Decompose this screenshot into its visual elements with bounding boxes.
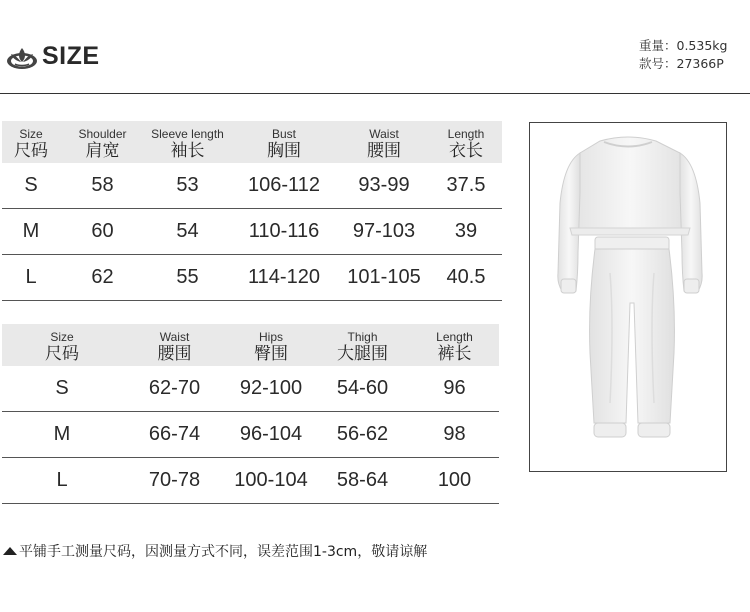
- table-cell: S: [2, 163, 60, 209]
- table-cell: 110-116: [230, 209, 338, 255]
- table-cell: 55: [145, 255, 230, 301]
- table-cell: 100: [410, 458, 499, 504]
- table-cell: 37.5: [430, 163, 502, 209]
- table-cell: 39: [430, 209, 502, 255]
- table-row: [2, 458, 499, 504]
- table-cell: 98: [410, 412, 499, 458]
- product-photo: [529, 122, 727, 472]
- table-cell: L: [2, 458, 122, 504]
- col-header-length: Length 裤长: [410, 324, 499, 366]
- table-cell: 53: [145, 163, 230, 209]
- table-cell: 114-120: [230, 255, 338, 301]
- table-cell: M: [2, 412, 122, 458]
- table-cell: L: [2, 255, 60, 301]
- col-header-size: Size 尺码: [2, 121, 60, 163]
- measurement-note-text: 平铺手工测量尺码，因测量方式不同，误差范围1-3cm，敬请谅解: [19, 544, 428, 560]
- product-photo-icon: [530, 123, 726, 471]
- size-title: SIZE: [42, 42, 100, 70]
- col-header-bust: Bust 胸围: [230, 121, 338, 163]
- table-cell: 93-99: [338, 163, 430, 209]
- table-cell: 40.5: [430, 255, 502, 301]
- table-cell: 106-112: [230, 163, 338, 209]
- table-row: [2, 255, 502, 301]
- table-cell: 96: [410, 366, 499, 412]
- measurement-note: [3, 541, 427, 561]
- weight-text: 重量：0.535kg: [639, 38, 728, 53]
- table-cell: 100-104: [227, 458, 315, 504]
- col-header-sleeve-length: Sleeve length 袖长: [145, 121, 230, 163]
- table-cell: 66-74: [122, 412, 227, 458]
- table-cell: 62-70: [122, 366, 227, 412]
- table-row: [2, 163, 502, 209]
- col-header-waist: Waist 腰围: [338, 121, 430, 163]
- table-header-row: [2, 324, 499, 366]
- bottom-size-table: [2, 324, 499, 504]
- top-size-table: [2, 121, 502, 301]
- style-number-text: 款号：27366P: [639, 56, 724, 71]
- col-header-thigh: Thigh 大腿围: [315, 324, 410, 366]
- table-header-row: [2, 121, 502, 163]
- header-divider: [0, 93, 750, 94]
- col-header-length: Length 衣长: [430, 121, 502, 163]
- table-cell: 62: [60, 255, 145, 301]
- table-row: [2, 366, 499, 412]
- product-meta: [639, 37, 727, 73]
- table-cell: 60: [60, 209, 145, 255]
- col-header-size: Size 尺码: [2, 324, 122, 366]
- brand-logo: [6, 42, 100, 71]
- table-row: [2, 209, 502, 255]
- table-cell: 56-62: [315, 412, 410, 458]
- col-header-shoulder: Shoulder 肩宽: [60, 121, 145, 163]
- table-cell: 58: [60, 163, 145, 209]
- col-header-waist: Waist 腰围: [122, 324, 227, 366]
- table-cell: 54: [145, 209, 230, 255]
- lotus-logo-icon: [6, 44, 38, 70]
- table-cell: 92-100: [227, 366, 315, 412]
- table-cell: 101-105: [338, 255, 430, 301]
- table-cell: 70-78: [122, 458, 227, 504]
- col-header-hips: Hips 臀围: [227, 324, 315, 366]
- table-row: [2, 412, 499, 458]
- table-cell: 54-60: [315, 366, 410, 412]
- table-cell: M: [2, 209, 60, 255]
- triangle-icon: [3, 547, 17, 555]
- table-cell: 58-64: [315, 458, 410, 504]
- table-cell: S: [2, 366, 122, 412]
- table-cell: 97-103: [338, 209, 430, 255]
- table-cell: 96-104: [227, 412, 315, 458]
